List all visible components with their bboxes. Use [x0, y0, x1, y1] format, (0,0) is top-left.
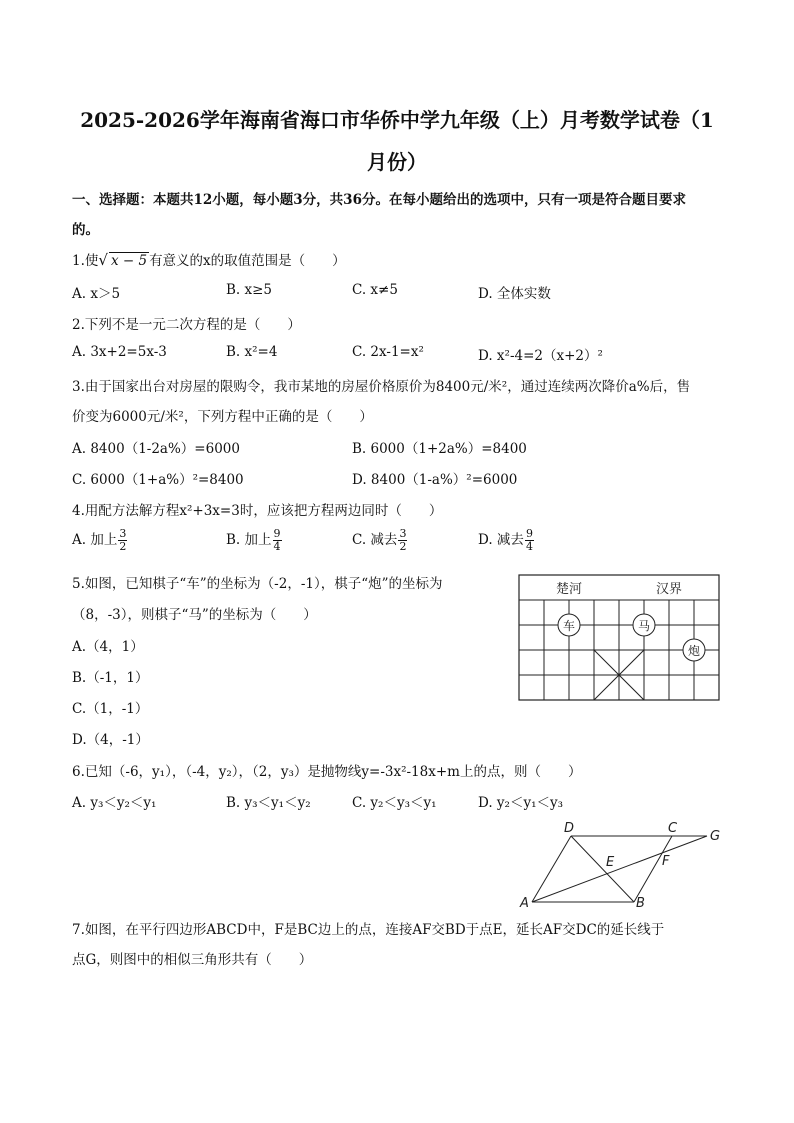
point-label-f: F	[662, 854, 670, 869]
side-bc	[634, 836, 672, 902]
vertex-label-a: A	[520, 896, 529, 910]
question-6-option-c: C. y₂＜y₃＜y₁	[352, 795, 437, 811]
question-1-option-d: D. 全体实数	[478, 286, 551, 302]
question-3-option-b: B. 6000（1+2a%）=8400	[352, 441, 527, 457]
fraction-numerator: 3	[119, 527, 127, 540]
fraction-denominator: 2	[399, 540, 407, 553]
horse-label: 马	[637, 619, 651, 633]
question-3-option-d: D. 8400（1-a%）²=6000	[352, 472, 518, 488]
question-2: 2.下列不是一元二次方程的是（ ）	[72, 317, 301, 333]
side-ad	[532, 836, 571, 902]
question-6: 6.已知（-6，y₁），（-4，y₂），（2，y₃）是抛物线y=-3x²-18x+m上的点，则（ ）	[72, 764, 582, 780]
point-label-e: E	[606, 855, 615, 870]
exam-title-line1: 2025-2026学年海南省海口市华侨中学九年级（上）月考数学试卷（1	[80, 108, 714, 132]
question-4-option-d	[478, 528, 535, 553]
fraction	[273, 528, 282, 553]
question-3-line1: 3.由于国家出台对房屋的限购令，我市某地的房屋价格原价为8400元/米²，通过连续两次降价a%后，售	[72, 379, 691, 395]
option-label: A. 加上	[72, 532, 118, 548]
question-1-pre: 1.使	[72, 253, 99, 269]
question-3-option-a: A. 8400（1-2a%）=6000	[72, 441, 240, 457]
option-label: D. 减去	[478, 532, 524, 548]
question-5-line2: （8，-3），则棋子“马”的坐标为（ ）	[72, 607, 317, 623]
chariot-label: 车	[562, 619, 576, 633]
question-4-option-c	[352, 528, 408, 553]
question-1-option-a: A. x＞5	[72, 286, 121, 302]
river-label-right: 汉界	[656, 582, 683, 597]
vertex-label-c: C	[668, 821, 678, 836]
fraction-denominator: 4	[273, 540, 281, 553]
chess-board-figure	[516, 573, 722, 703]
vertex-label-d: D	[564, 821, 575, 836]
question-7-line1: 7.如图，在平行四边形ABCD中，F是BC边上的点，连接AF交BD于点E，延长AF交DC的延长线于	[72, 922, 665, 938]
exam-title-line2: 月份）	[367, 150, 427, 174]
fraction-numerator: 3	[399, 527, 407, 540]
question-4: 4.用配方法解方程x²+3x=3时，应该把方程两边同时（ ）	[72, 503, 443, 519]
section-heading: 一、选择题：本题共12小题，每小题3分，共36分。在每小题给出的选项中，只有一项是符合题目要求	[72, 192, 686, 208]
question-5-option-c: C.（1，-1）	[72, 701, 149, 717]
question-7-line2: 点G，则图中的相似三角形共有（ ）	[72, 952, 313, 968]
question-1-option-c: C. x≠5	[352, 282, 398, 298]
fraction	[398, 528, 407, 553]
question-6-option-d: D. y₂＜y₁＜y₃	[478, 795, 564, 811]
question-5-option-d: D.（4，-1）	[72, 732, 149, 748]
question-1-option-b: B. x≥5	[226, 282, 273, 298]
vertex-label-g: G	[710, 829, 721, 844]
question-6-option-b: B. y₃＜y₁＜y₂	[226, 795, 311, 811]
question-5-option-a: A.（4，1）	[72, 639, 144, 655]
question-2-option-a: A. 3x+2=5x-3	[72, 344, 167, 360]
cannon-label: 炮	[687, 644, 701, 658]
question-4-option-a	[72, 528, 128, 553]
river-label-left: 楚河	[556, 582, 583, 597]
question-2-option-b: B. x²=4	[226, 344, 278, 360]
question-4-option-b	[226, 528, 283, 553]
question-2-option-c: C. 2x-1=x²	[352, 344, 424, 360]
question-1-radicand: x − 5	[110, 253, 148, 269]
sqrt-symbol: √	[98, 251, 108, 269]
question-6-option-a: A. y₃＜y₂＜y₁	[72, 795, 157, 811]
question-5-option-b: B.（-1，1）	[72, 670, 149, 686]
question-5-line1: 5.如图，已知棋子“车”的坐标为（-2，-1），棋子“炮”的坐标为	[72, 576, 443, 592]
section-heading-cont: 的。	[72, 222, 99, 238]
question-1	[72, 249, 346, 269]
fraction-numerator: 9	[525, 527, 533, 540]
question-3-line2: 价变为6000元/米²，下列方程中正确的是（ ）	[72, 409, 373, 425]
question-2-option-d: D. x²-4=2（x+2）²	[478, 348, 603, 364]
line-ag	[532, 836, 707, 902]
fraction-denominator: 2	[119, 540, 127, 553]
option-label: B. 加上	[226, 532, 272, 548]
question-1-post: 有意义的x的取值范围是（ ）	[149, 253, 346, 269]
fraction	[118, 528, 127, 553]
question-3-option-c: C. 6000（1+a%）²=8400	[72, 472, 244, 488]
fraction-numerator: 9	[273, 527, 281, 540]
fraction	[525, 528, 534, 553]
diagonal-bd	[571, 836, 634, 902]
parallelogram-figure	[512, 818, 732, 910]
option-label: C. 减去	[352, 532, 398, 548]
vertex-label-b: B	[636, 896, 645, 910]
fraction-denominator: 4	[525, 540, 533, 553]
